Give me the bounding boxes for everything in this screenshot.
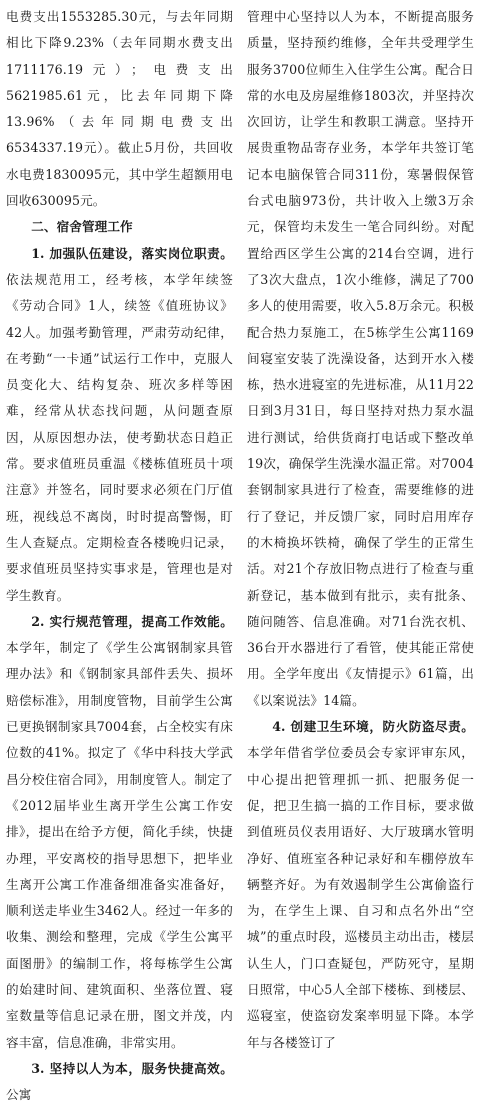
paragraph-body: 依法规范用工，经考核，本学年续签《劳动合同》1人，续签《值班协议》42人。加强考勤管理，严肃劳动纪律，在考勤“一卡通”试运行工作中，克服人员变化大、结构复杂、班次多样等困难，经常从状态找问题，从问题查原因，从原因想办法，使考勤状态日趋正常。要求值班员重温《楼栋值班员十项注意》并签名，同时要求必须在门厅值班，视线总不离岗，时时提高警惕，盯生人查疑点。定期检查各楼晚归记录，要求值班员坚持实事求是，管理也是对学生教育。: [6, 271, 233, 603]
numbered-paragraph-3: [6, 1056, 233, 1108]
left-text-column: [6, 4, 233, 1103]
paragraph-lead: 1. 加强队伍建设，落实岗位职责。: [31, 245, 233, 261]
paragraph-lead: 3. 坚持以人为本，服务快捷高效。: [31, 1060, 233, 1076]
paragraph-body: 公寓: [6, 1087, 32, 1103]
continued-paragraph: 电费支出1553285.30元，与去年同期相比下降9.23%（去年同期水费支出1711176.19元）；电费支出5621985.61元，比去年同期下降13.96%（去年同期电费支出6534337.19元）。截止5月份，共回收水电费1830095元，其中学生超额用电回收630095元。: [6, 9, 233, 209]
paragraph-lead: 4. 创建卫生环境，防火防盗尽责。: [272, 719, 474, 735]
continued-paragraph: 管理中心坚持以人为本，不断提高服务质量，坚持预约维修，全年共受理学生服务3700位师生入住学生公寓。配合日常的水电及房屋维修1803次，并坚持次次回访，让学生和教职工满意。坚持开展贵重物品寄存业务，本学年共签订笔记本电脑保管合同311份，寒暑假保管台式电脑973份，共计收入上缴3万余元，保管均未发生一笔合同纠纷。对配置给西区学生公寓的214台空调，进行了3次大盘点，1次小维修，满足了700多人的使用需要，收入5.8万余元。积极配合热力泵施工，在5栋学生公寓1169间寝室安装了洗澡设备，达到开水入楼栋，热水进寝室的先进标准，从11月22日到3月31日，每日坚持对热力泵水温进行测试，给供货商打电话或下整改单19次，确保学生洗澡水温正常。对7004套钢制家具进行了检查，需要维修的进行了登记，并反馈厂家，同时启用库存的木椅换坏铁椅，确保了学生的正常生活。对21个存放旧物点进行了检查与重新登记，基本做到有批示，卖有批条、随问随答、信息准确。对71台洗衣机、36台开水器进行了看管，使其能正常使用。全学年度出《友情提示》61篇，出《以案说法》14篇。: [247, 9, 474, 708]
paragraph-body: 本学年，制定了《学生公寓钢制家具管理办法》和《钢制家具部件丢失、损坏赔偿标准》，用制度管物，目前学生公寓已更换钢制家具7004套，占全校实有床位数的41%。拟定了《华中科技大学武昌分校住宿合同》，用制度管人。制定了《2012届毕业生离开学生公寓工作安排》，提出在给予方便，简化手续，快捷办理，平安离校的指导思想下，把毕业生离开公寓工作准备细准备实准备好，顺利送走毕业生3462人。经过一年多的收集、测绘和整理，完成《学生公寓平面图册》的编制工作，将每栋学生公寓的始建时间、建筑面积、坐落位置、寝室数量等信息记录在册，图文并茂，内容丰富，信息准确，非常实用。: [6, 640, 233, 1050]
paragraph-lead: 2. 实行规范管理，提高工作效能。: [31, 613, 233, 629]
numbered-paragraph-4: [247, 714, 474, 1056]
paragraph-body: 本学年借省学位委员会专家评审东风，中心提出把管理抓一抓、把服务促一促，把卫生搞一搞的工作目标，要求做到值班员仪表用语好、大厅玻璃水管明净好、值班室各种记录好和车棚停放车辆整齐好。为有效遏制学生公寓偷盗行为，在学生上课、自习和点名外出“空城”的重点时段，巡楼员主动出击，楼层认生人，门口查疑包，严防死守，星期日照常，中心5人全部下楼栋、到楼层、巡寝室，使盗窃发案率明显下降。本学年与各楼签订了: [247, 745, 474, 1050]
numbered-paragraph-2: [6, 609, 233, 1056]
section-heading: 二、宿舍管理工作: [31, 219, 133, 235]
numbered-paragraph-1: [6, 241, 233, 609]
right-text-column: [247, 4, 474, 1050]
